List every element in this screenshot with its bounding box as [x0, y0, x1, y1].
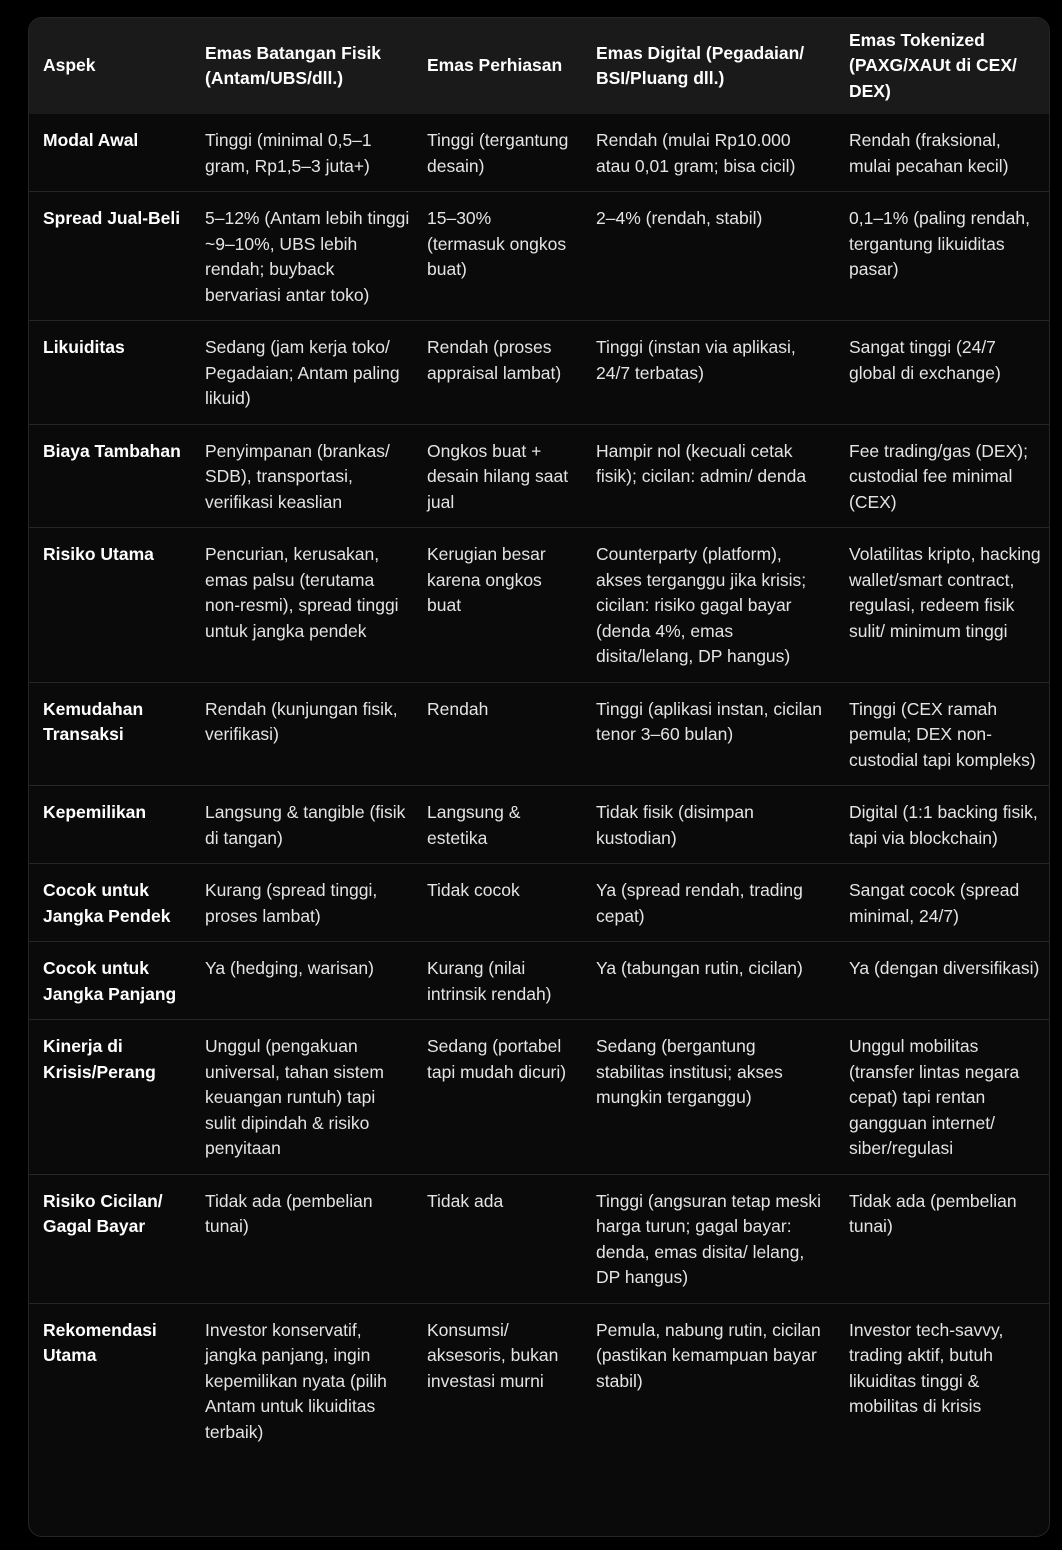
- table-header: [29, 18, 1050, 114]
- table-row: [29, 424, 1050, 528]
- table-row: [29, 682, 1050, 786]
- table-cell: Tidak ada (pembelian tunai): [849, 1190, 1017, 1236]
- table-cell: Tidak cocok: [427, 880, 520, 900]
- table-cell: Tinggi (angsuran tetap meski harga turun; gagal bayar: denda, emas disita/ lelang, DP hangus): [596, 1190, 822, 1287]
- row-label: Likuiditas: [43, 337, 125, 357]
- table-cell: Tinggi (CEX ramah pemula; DEX non-custodial tapi kompleks): [849, 698, 1036, 770]
- table-cell: Counterparty (platform), akses terganggu jika krisis; cicilan: risiko gagal bayar (denda 4%, emas disita/lelang, DP hangus): [596, 544, 807, 666]
- row-label: Biaya Tambahan: [43, 440, 181, 461]
- table-cell: Sedang (jam kerja toko/ Pegadaian; Antam paling likuid): [205, 337, 400, 408]
- row-label: Risiko Utama: [43, 544, 154, 564]
- table-cell: Pencurian, kerusakan, emas palsu (terutama non-resmi), spread tinggi untuk jangka pendek: [205, 544, 399, 641]
- table-row: [29, 192, 1050, 321]
- table-cell: Sedang (portabel tapi mudah dicuri): [427, 1036, 567, 1082]
- row-label: Cocok untuk Jangka Panjang: [43, 958, 177, 1004]
- table-cell: Tinggi (aplikasi instan, cicilan tenor 3–60 bulan): [596, 698, 822, 744]
- comparison-table: [29, 18, 1050, 1457]
- row-label: Rekomendasi Utama: [43, 1319, 157, 1365]
- table-cell: Kurang (spread tinggi, proses lambat): [205, 880, 378, 926]
- table-cell: Rendah (kunjungan fisik, verifikasi): [205, 698, 398, 744]
- table-cell: Unggul (pengakuan universal, tahan sistem keuangan runtuh) tapi sulit dipindah & risiko penyitaan: [205, 1036, 384, 1158]
- table-cell: Langsung & estetika: [427, 802, 521, 848]
- table-cell: Sangat cocok (spread minimal, 24/7): [849, 880, 1020, 926]
- table-row: [29, 864, 1050, 942]
- table-cell: Hampir nol (kecuali cetak fisik); cicilan: admin/ denda: [596, 440, 807, 486]
- table-row: [29, 114, 1050, 192]
- table-cell: Ya (tabungan rutin, cicilan): [596, 958, 803, 978]
- header-emas-digital: Emas Digital (Pegadaian/ BSI/Pluang dll.): [596, 42, 805, 88]
- table-cell: Tidak ada (pembelian tunai): [205, 1190, 373, 1236]
- table-cell: Tidak fisik (disimpan kustodian): [596, 802, 754, 848]
- table-row: [29, 1303, 1050, 1457]
- table-row: [29, 528, 1050, 683]
- table-cell: Tinggi (tergantung desain): [427, 130, 569, 176]
- table-row: [29, 942, 1050, 1020]
- table-row: [29, 321, 1050, 425]
- table-cell: Investor tech-savvy, trading aktif, butuh likuiditas tinggi & mobilitas di krisis: [849, 1319, 1004, 1416]
- table-cell: Rendah (mulai Rp10.000 atau 0,01 gram; bisa cicil): [596, 130, 796, 176]
- table-cell: 15–30% (termasuk ongkos buat): [427, 208, 567, 279]
- table-row: [29, 786, 1050, 864]
- table-cell: Penyimpanan (brankas/ SDB), transportasi, verifikasi keaslian: [205, 440, 390, 512]
- row-label: Kinerja di Krisis/Perang: [43, 1036, 156, 1082]
- header-emas-perhiasan: Emas Perhiasan: [427, 55, 563, 76]
- table-cell: Sedang (bergantung stabilitas institusi; akses mungkin terganggu): [596, 1036, 783, 1107]
- header-aspek: Aspek: [43, 55, 96, 76]
- row-label: Cocok untuk Jangka Pendek: [43, 880, 171, 926]
- row-label: Kepemilikan: [43, 802, 147, 822]
- table-body: [29, 114, 1050, 1457]
- header-row: [29, 18, 1050, 114]
- table-cell: 0,1–1% (paling rendah, tergantung likuiditas pasar): [849, 208, 1030, 279]
- table-cell: Kerugian besar karena ongkos buat: [427, 544, 546, 615]
- row-label: Spread Jual-Beli: [43, 208, 181, 228]
- table-cell: Digital (1:1 backing fisik, tapi via blockchain): [849, 802, 1038, 848]
- header-emas-tokenized: Emas Tokenized (PAXG/XAUt di CEX/ DEX): [849, 29, 1017, 101]
- table-cell: Langsung & tangible (fisik di tangan): [205, 802, 406, 848]
- table-cell: Pemula, nabung rutin, cicilan (pastikan kemampuan bayar stabil): [596, 1319, 821, 1391]
- table-cell: Sangat tinggi (24/7 global di exchange): [849, 337, 1001, 383]
- table-cell: 2–4% (rendah, stabil): [596, 208, 763, 228]
- table-cell: Unggul mobilitas (transfer lintas negara cepat) tapi rentan gangguan internet/ siber/regulasi: [849, 1036, 1020, 1158]
- table-cell: Rendah (fraksional, mulai pecahan kecil): [849, 130, 1009, 176]
- row-label: Modal Awal: [43, 130, 139, 150]
- table-row: [29, 1020, 1050, 1175]
- table-cell: Fee trading/gas (DEX); custodial fee minimal (CEX): [849, 440, 1028, 512]
- comparison-table-card: [28, 17, 1050, 1537]
- header-emas-batangan: Emas Batangan Fisik (Antam/UBS/dll.): [205, 42, 382, 88]
- row-label: Kemudahan Transaksi: [43, 698, 144, 744]
- table-cell: Tinggi (instan via aplikasi, 24/7 terbatas): [596, 337, 796, 383]
- table-cell: Ya (spread rendah, trading cepat): [596, 880, 803, 926]
- table-cell: Konsumsi/ aksesoris, bukan investasi murni: [427, 1319, 559, 1391]
- table-cell: Rendah (proses appraisal lambat): [427, 337, 562, 383]
- table-row: [29, 1174, 1050, 1303]
- table-cell: Kurang (nilai intrinsik rendah): [427, 958, 552, 1004]
- table-cell: 5–12% (Antam lebih tinggi ~9–10%, UBS lebih rendah; buyback bervariasi antar toko): [205, 208, 410, 305]
- table-cell: Tidak ada: [427, 1190, 504, 1211]
- row-label: Risiko Cicilan/ Gagal Bayar: [43, 1190, 163, 1236]
- table-cell: Ya (hedging, warisan): [205, 958, 374, 978]
- table-cell: Investor konservatif, jangka panjang, ingin kepemilikan nyata (pilih Antam untuk likuiditas terbaik): [205, 1319, 387, 1442]
- table-cell: Ongkos buat + desain hilang saat jual: [427, 440, 569, 512]
- table-cell: Ya (dengan diversifikasi): [849, 958, 1040, 978]
- table-cell: Tinggi (minimal 0,5–1 gram, Rp1,5–3 juta+): [205, 130, 372, 176]
- table-cell: Rendah: [427, 698, 489, 719]
- table-cell: Volatilitas kripto, hacking wallet/smart contract, regulasi, redeem fisik sulit/ minimum tinggi: [849, 544, 1041, 641]
